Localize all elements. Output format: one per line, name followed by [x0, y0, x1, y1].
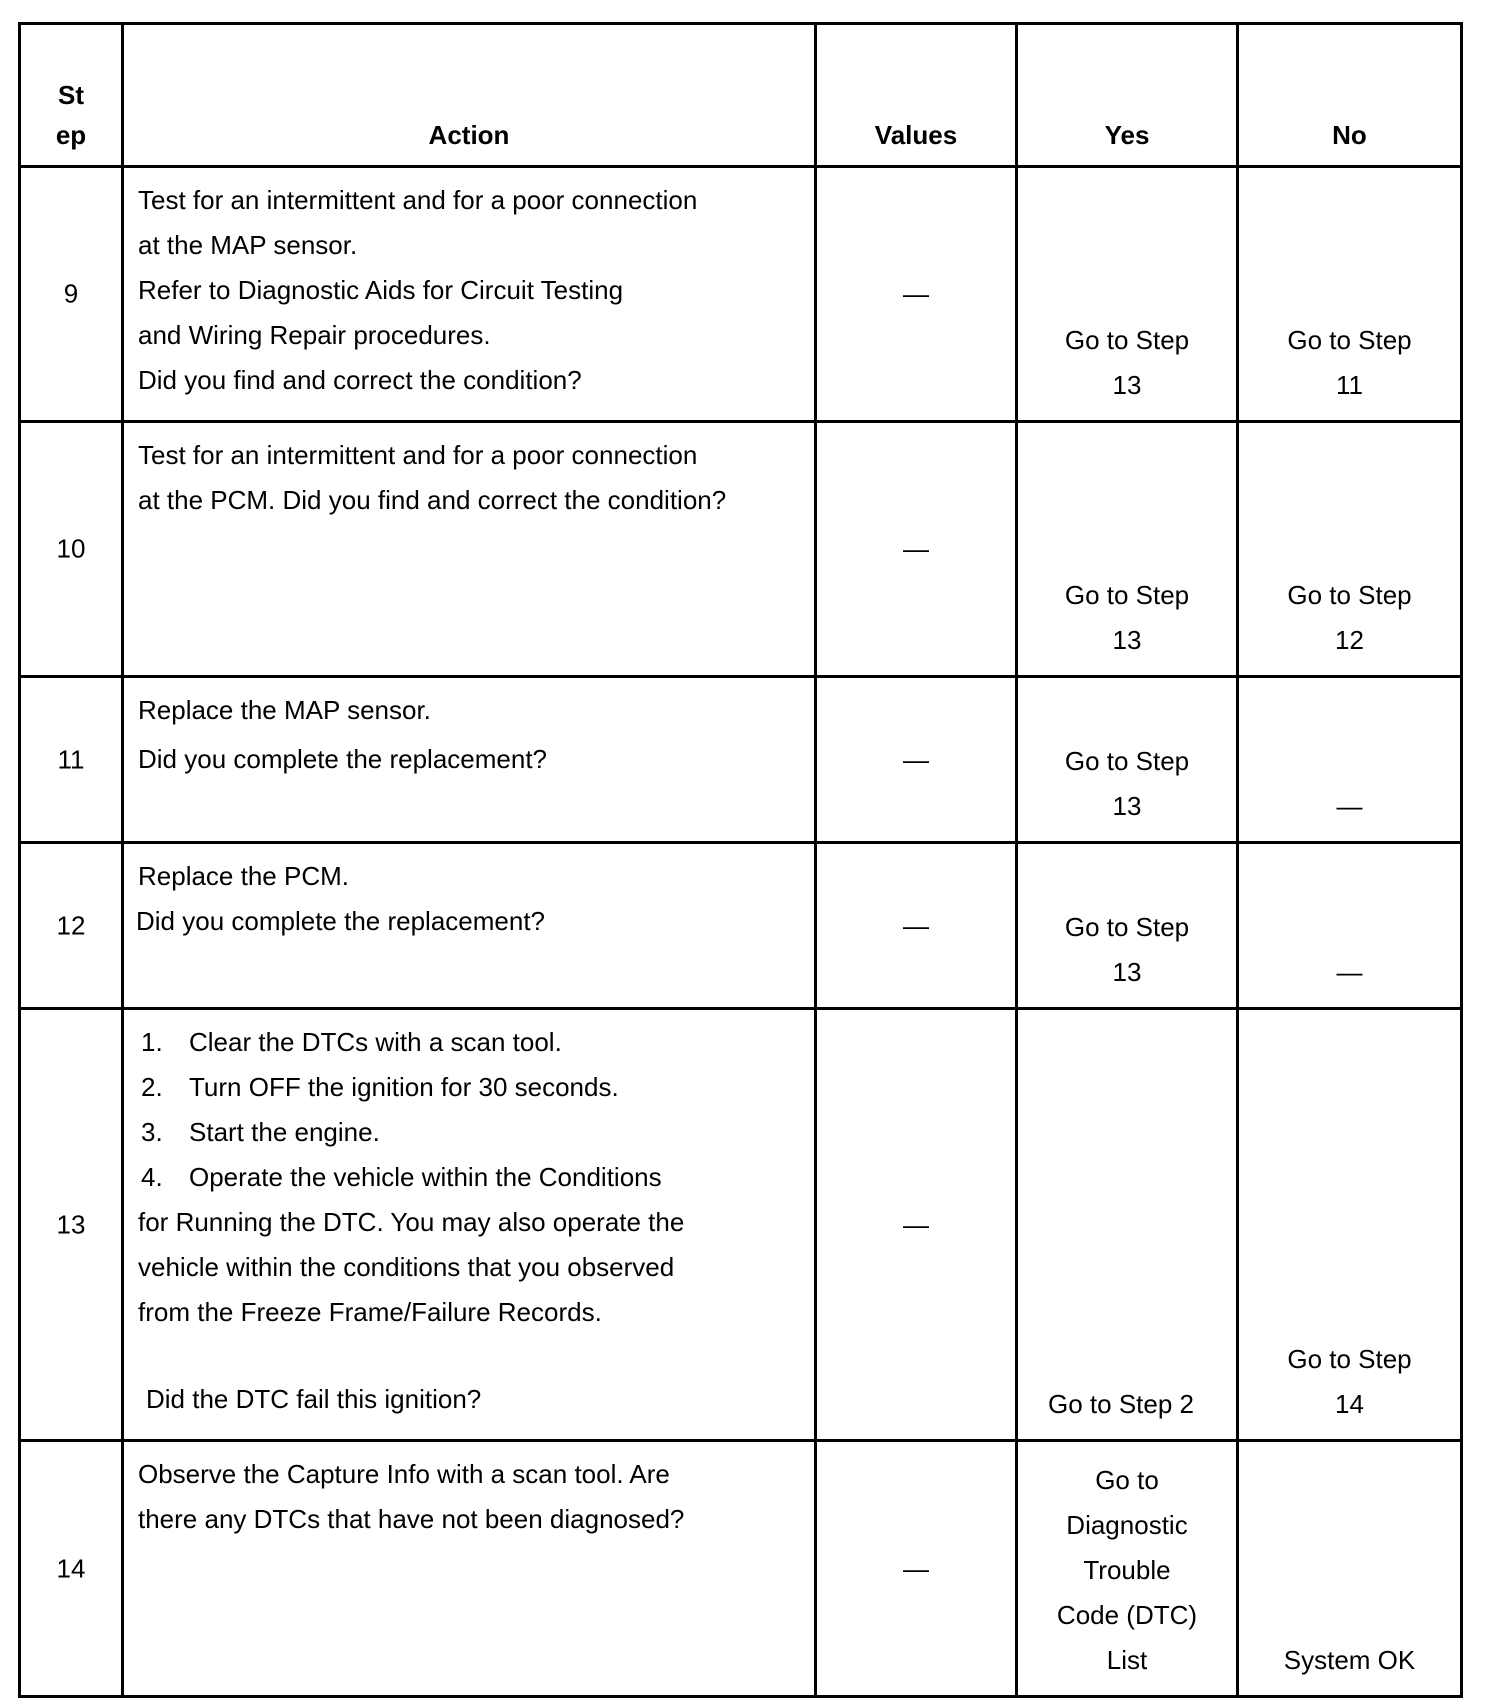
no-cell [1238, 422, 1462, 677]
step-cell [20, 422, 123, 677]
values-cell [816, 422, 1017, 677]
action-cell [123, 677, 816, 843]
header-step [20, 24, 123, 167]
action-line: at the PCM. Did you find and correct the condition? [138, 485, 727, 515]
action-line: for Running the DTC. You may also operate the [138, 1207, 685, 1237]
header-values [816, 24, 1017, 167]
action-cell [123, 1441, 816, 1697]
list-item-text: Operate the vehicle within the Conditions [189, 1162, 662, 1192]
yes-line: Code (DTC) [1056, 1600, 1198, 1630]
action-line: Test for an intermittent and for a poor connection [138, 185, 698, 215]
yes-step-number: 13 [1112, 370, 1142, 400]
no-step-number: 11 [1336, 370, 1363, 400]
step-number: 13 [56, 1209, 86, 1239]
list-item-text: Turn OFF the ignition for 30 seconds. [189, 1072, 619, 1102]
header-step-line1: St [58, 80, 84, 110]
yes-line: Diagnostic [1066, 1510, 1188, 1540]
yes-cell [1017, 1441, 1238, 1697]
values-cell [816, 1441, 1017, 1697]
yes-cell [1017, 1009, 1238, 1441]
no-dash: — [1336, 791, 1363, 821]
action-line: Replace the PCM. [138, 861, 349, 891]
values-cell [816, 167, 1017, 422]
yes-cell [1017, 677, 1238, 843]
values-dash: — [903, 533, 929, 564]
list-item [138, 1110, 800, 1155]
values-dash: — [903, 278, 929, 309]
spacer [138, 1335, 800, 1377]
list-item-number: 4. [141, 1162, 163, 1192]
step-cell [20, 1441, 123, 1697]
action-line: from the Freeze Frame/Failure Records. [138, 1297, 602, 1327]
action-line: Did you complete the replacement? [136, 906, 546, 936]
table-row [20, 167, 1462, 422]
step-number: 10 [56, 533, 86, 564]
yes-step-number: 13 [1112, 957, 1142, 987]
action-cell [123, 843, 816, 1009]
values-cell [816, 677, 1017, 843]
step-cell [20, 677, 123, 843]
table-row [20, 843, 1462, 1009]
values-dash: — [903, 910, 929, 940]
action-line: at the MAP sensor. [138, 230, 358, 260]
step-cell [20, 1009, 123, 1441]
yes-line: Go to [1095, 1465, 1159, 1495]
table-row [20, 1441, 1462, 1697]
no-goto: Go to Step [1287, 1344, 1412, 1374]
no-cell [1238, 167, 1462, 422]
no-dash: — [1336, 957, 1363, 987]
yes-goto: Go to Step [1064, 325, 1190, 355]
list-item [138, 1020, 800, 1065]
action-line: vehicle within the conditions that you observed [138, 1252, 675, 1282]
values-dash: — [903, 744, 929, 774]
header-action [123, 24, 816, 167]
yes-cell [1017, 422, 1238, 677]
list-item [138, 1155, 800, 1200]
step-number: 11 [57, 744, 85, 774]
values-dash: — [903, 1209, 929, 1239]
table-row [20, 1009, 1462, 1441]
no-goto: Go to Step [1287, 580, 1412, 610]
action-line: Observe the Capture Info with a scan tool. Are [138, 1459, 670, 1489]
action-question: Did the DTC fail this ignition? [146, 1384, 482, 1414]
list-item-text: Clear the DTCs with a scan tool. [189, 1027, 562, 1057]
diagnostic-table [18, 22, 1463, 1698]
action-line: Did you find and correct the condition? [138, 365, 582, 395]
yes-goto: Go to Step [1064, 746, 1190, 776]
header-yes-label: Yes [1104, 120, 1150, 150]
action-line: Did you complete the replacement? [138, 744, 548, 774]
list-item-number: 1. [141, 1027, 163, 1057]
values-cell [816, 1009, 1017, 1441]
action-cell [123, 1009, 816, 1441]
yes-line: List [1106, 1645, 1148, 1675]
header-no-label: No [1332, 120, 1367, 150]
yes-cell [1017, 167, 1238, 422]
values-dash: — [903, 1553, 929, 1583]
no-result: System OK [1283, 1645, 1416, 1675]
action-line: there any DTCs that have not been diagnosed? [138, 1504, 685, 1534]
no-cell [1238, 843, 1462, 1009]
action-line: Test for an intermittent and for a poor connection [138, 440, 698, 470]
yes-goto: Go to Step [1064, 580, 1190, 610]
no-step-number: 14 [1335, 1389, 1364, 1419]
list-item-text: Start the engine. [189, 1117, 380, 1147]
action-steps-list [138, 1020, 800, 1200]
list-item-number: 3. [141, 1117, 163, 1147]
list-item-number: 2. [141, 1072, 163, 1102]
header-values-label: Values [874, 120, 958, 150]
action-line: Replace the MAP sensor. [138, 695, 431, 725]
header-action-label: Action [428, 120, 510, 150]
action-line: Refer to Diagnostic Aids for Circuit Testing [138, 275, 624, 305]
yes-goto: Go to Step [1064, 912, 1190, 942]
action-cell [123, 422, 816, 677]
no-cell [1238, 1441, 1462, 1697]
step-cell [20, 843, 123, 1009]
step-number: 12 [56, 910, 86, 940]
no-step-number: 12 [1335, 625, 1364, 655]
list-item [138, 1065, 800, 1110]
yes-goto: Go to Step 2 [1048, 1389, 1194, 1419]
header-step-line2: ep [55, 120, 87, 150]
step-number: 14 [56, 1553, 86, 1583]
no-goto: Go to Step [1287, 325, 1412, 355]
header-yes [1017, 24, 1238, 167]
yes-line: Trouble [1083, 1555, 1171, 1585]
header-row [20, 24, 1462, 167]
step-number: 9 [63, 278, 79, 309]
header-no [1238, 24, 1462, 167]
no-cell [1238, 677, 1462, 843]
no-cell [1238, 1009, 1462, 1441]
yes-cell [1017, 843, 1238, 1009]
action-cell [123, 167, 816, 422]
step-cell [20, 167, 123, 422]
table-row [20, 422, 1462, 677]
yes-step-number: 13 [1112, 625, 1142, 655]
table-row [20, 677, 1462, 843]
yes-step-number: 13 [1112, 791, 1142, 821]
action-line: and Wiring Repair procedures. [138, 320, 491, 350]
values-cell [816, 843, 1017, 1009]
